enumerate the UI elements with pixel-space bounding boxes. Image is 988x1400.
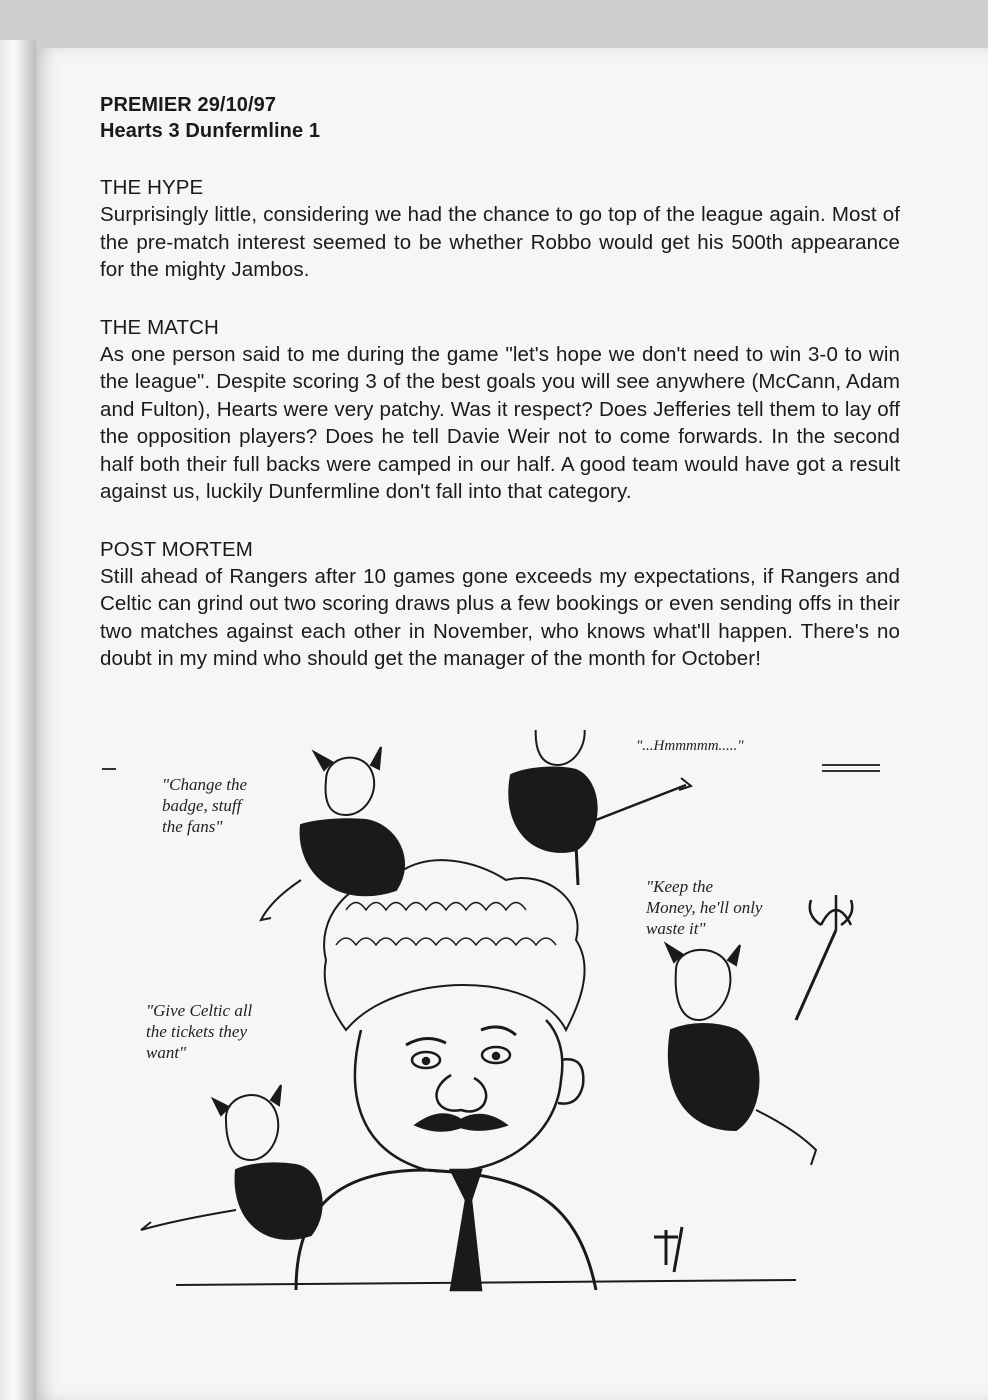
article xyxy=(100,92,900,673)
caption-change-badge: "Change the badge, stuff the fans" xyxy=(162,775,248,836)
caption-keep-money: "Keep the Money, he'll only waste it" xyxy=(646,877,763,938)
section-title-match: THE MATCH xyxy=(100,315,219,339)
caption-hmm: "...Hmmmmm....." xyxy=(636,738,744,754)
section-body-post-mortem: Still ahead of Rangers after 10 games gone exceeds my expectations, if Rangers and Celtic can grind out two scoring draws plus a few bookings or even sending offs in their two matches against each other in November, who knows what'll happen. There's no doubt in my mind who should get the manager of the month for October! xyxy=(100,564,900,670)
artist-signature xyxy=(654,1227,682,1272)
match-score: Hearts 3 Dunfermline 1 xyxy=(100,120,321,142)
section-title-post-mortem: POST MORTEM xyxy=(100,537,253,561)
fixture-date: PREMIER 29/10/97 xyxy=(100,94,277,116)
caption-celtic-tickets: "Give Celtic all the tickets they want" xyxy=(146,1001,253,1062)
section-body-hype: Surprisingly little, considering we had the chance to go top of the league again. Most of the pre-match interest seemed to be whether Robbo would get his 500th appearance for the mighty Jambos. xyxy=(100,203,900,281)
section-body-match: As one person said to me during the game "let's hope we don't need to win 3-0 to win the league". Despite scoring 3 of the best goals you will see anywhere (McCann, Adam and Fulton), Hearts were very patchy. Was it respect? Does Jefferies tell them to lay off the opposition players? Does he tell Davie Weir not to come forwards. In the second half both their full backs were camped in our half. A good team would have got a result against us, luckily Dunfermline don't fall into that category. xyxy=(100,342,900,503)
cartoon-illustration xyxy=(96,730,896,1300)
page-binding xyxy=(0,40,36,1400)
section-title-hype: THE HYPE xyxy=(100,176,204,199)
devil-bottom-left xyxy=(141,1085,322,1239)
